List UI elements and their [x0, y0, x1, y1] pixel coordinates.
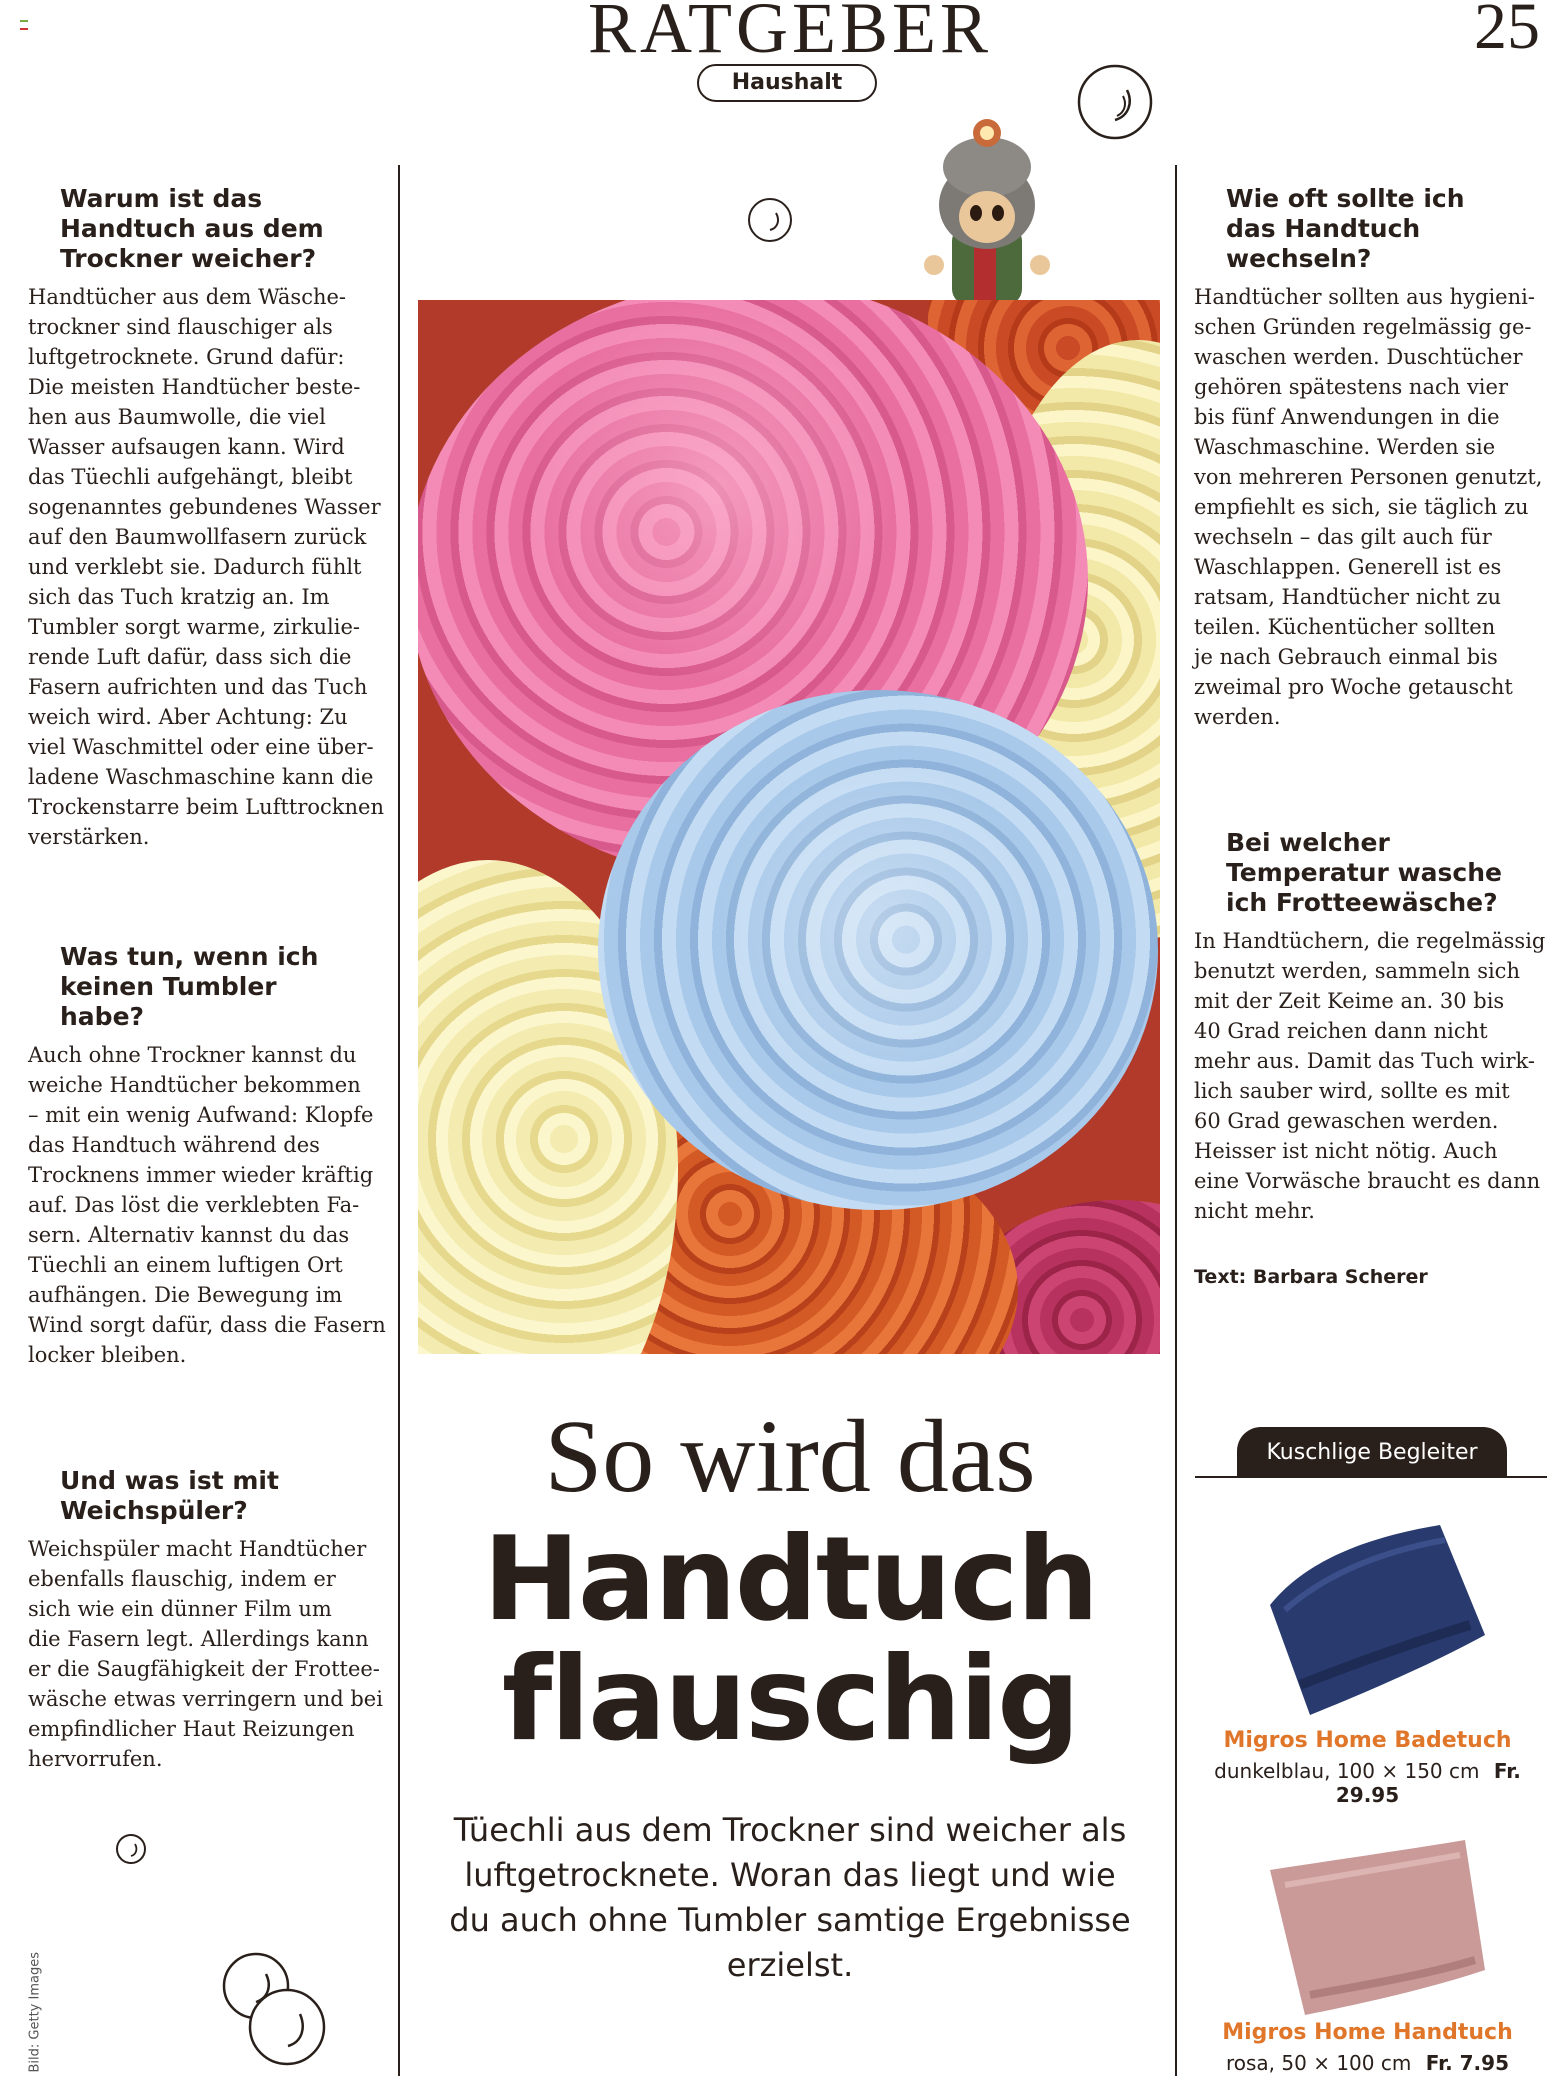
answer-text: Handtücher aus dem Wäsche- trockner sind flauschiger als luftgetrocknete. Grund dafür: Die meisten Handtücher beste- hen aus Baumwolle, die viel Wasser aufsaugen kann. Wird das Tüechli aufgehängt, bleibt sogenanntes gebundenes Wasser auf den Baumwollfasern zurück und verklebt sie. Dadurch fühlt sich das Tuch kratzig an. Im Tumbler sorgt warme, zirkulie- rende Luft dafür, dass sich die Fasern aufrichten und das Tuch weich wird. Aber Achtung: Zu viel Waschmittel oder eine über- ladene Waschmaschine kann die Trockenstarre beim Lufttrocknen verstärken.: [28, 285, 384, 849]
product-price: Fr. 29.95: [1335, 1759, 1521, 1807]
bubble-icon: [746, 196, 794, 244]
product-name: Migros Home Handtuch: [1222, 2020, 1513, 2045]
bubble-icon: [1075, 62, 1155, 142]
towels-photo: [418, 300, 1160, 1354]
product-spec: rosa, 50 × 100 cm: [1225, 2051, 1412, 2075]
qa-block: [1194, 828, 1550, 1226]
page-number: 25: [1474, 0, 1540, 63]
left-column: [28, 184, 393, 1774]
lead-text: Tüechli aus dem Trockner sind weicher als luftgetrocknete. Woran das liegt und wie du auch ohne Tumbler samtige Ergebnisse erzielst.: [449, 1811, 1131, 1984]
answer-text: Handtücher sollten aus hygieni- schen Gründen regelmässig ge- waschen werden. Duschtücher gehören spätestens nach vier bis fünf Anwendungen in die Waschmaschine. Werden sie von mehreren Personen genutzt, empfiehlt es sich, sie täglich zu wechseln – das gilt auch für Waschlappen. Generell ist es ratsam, Handtücher nicht zu teilen. Küchentücher sollten je nach Gebrauch einmal bis zweimal pro Woche getauscht werden.: [1194, 285, 1543, 729]
products-rule: [1195, 1476, 1547, 1478]
category-tag: Haushalt: [697, 64, 877, 102]
headline-kicker: So wird das: [544, 1399, 1036, 1514]
answer-text: Weichspüler macht Handtücher ebenfalls flauschig, indem er sich wie ein dünner Film um die Fasern legt. Allerdings kann er die Saugfähigkeit der Frottee- wäsche etwas verringern und bei empfindlicher Haut Reizungen hervorrufen.: [28, 1537, 383, 1771]
column-divider: [398, 165, 400, 2076]
column-divider: [1175, 165, 1177, 2076]
question-heading: Und was ist mit Weichspüler?: [60, 1466, 279, 1525]
product-card: [1190, 2020, 1545, 2075]
pink-towel-image: [1255, 1830, 1495, 2020]
section-title: RATGEBER: [587, 0, 993, 68]
photo-credit: Bild: Getty Images: [27, 1952, 43, 2073]
page-marker: [20, 20, 28, 30]
answer-text: Auch ohne Trockner kannst du weiche Handtücher bekommen – mit ein wenig Aufwand: Klopfe das Handtuch während des Trocknens immer wieder kräftig auf. Das löst die verklebten Fa- sern. Alternativ kannst du das Tüechli an einem luftigen Ort aufhängen. Die Bewegung im Wind sorgt dafür, dass die Fasern locker bleiben.: [28, 1043, 386, 1367]
question-heading: Bei welcher Temperatur wasche ich Frotteewäsche?: [1226, 828, 1502, 917]
headline-line: Handtuch: [482, 1512, 1098, 1647]
mascot-figure: [912, 105, 1062, 305]
answer-text: In Handtüchern, die regelmässig benutzt werden, sammeln sich mit der Zeit Keime an. 30 bis 40 Grad reichen dann nicht mehr aus. Damit das Tuch wirk- lich sauber wird, sollte es mit 60 Grad gewaschen werden. Heisser ist nicht nötig. Auch eine Vorwäsche braucht es dann nicht mehr.: [1194, 929, 1546, 1223]
product-detail: [1190, 2051, 1545, 2075]
product-price: Fr. 7.95: [1425, 2051, 1509, 2075]
bubble-icon: [246, 1986, 328, 2068]
qa-block: [1194, 184, 1550, 732]
qa-block: [28, 184, 393, 852]
headline-line: flauschig: [501, 1632, 1079, 1767]
headline: [420, 1512, 1160, 1767]
question-heading: Warum ist das Handtuch aus dem Trockner weicher?: [60, 184, 324, 273]
blue-towel: [598, 690, 1158, 1210]
question-heading: Wie oft sollte ich das Handtuch wechseln?: [1226, 184, 1465, 273]
author-credit: Text: Barbara Scherer: [1194, 1266, 1428, 1288]
qa-block: [28, 942, 393, 1370]
right-column: [1194, 184, 1550, 1288]
product-spec: dunkelblau, 100 × 150 cm: [1214, 1759, 1480, 1783]
qa-block: [28, 1466, 393, 1774]
product-name: Migros Home Badetuch: [1223, 1728, 1512, 1753]
question-heading: Was tun, wenn ich keinen Tumbler habe?: [60, 942, 319, 1031]
product-card: [1190, 1728, 1545, 1807]
products-label: Kuschlige Begleiter: [1237, 1427, 1507, 1477]
product-detail: [1190, 1759, 1545, 1807]
bubble-icon: [115, 1833, 147, 1865]
navy-towel-image: [1250, 1515, 1490, 1725]
